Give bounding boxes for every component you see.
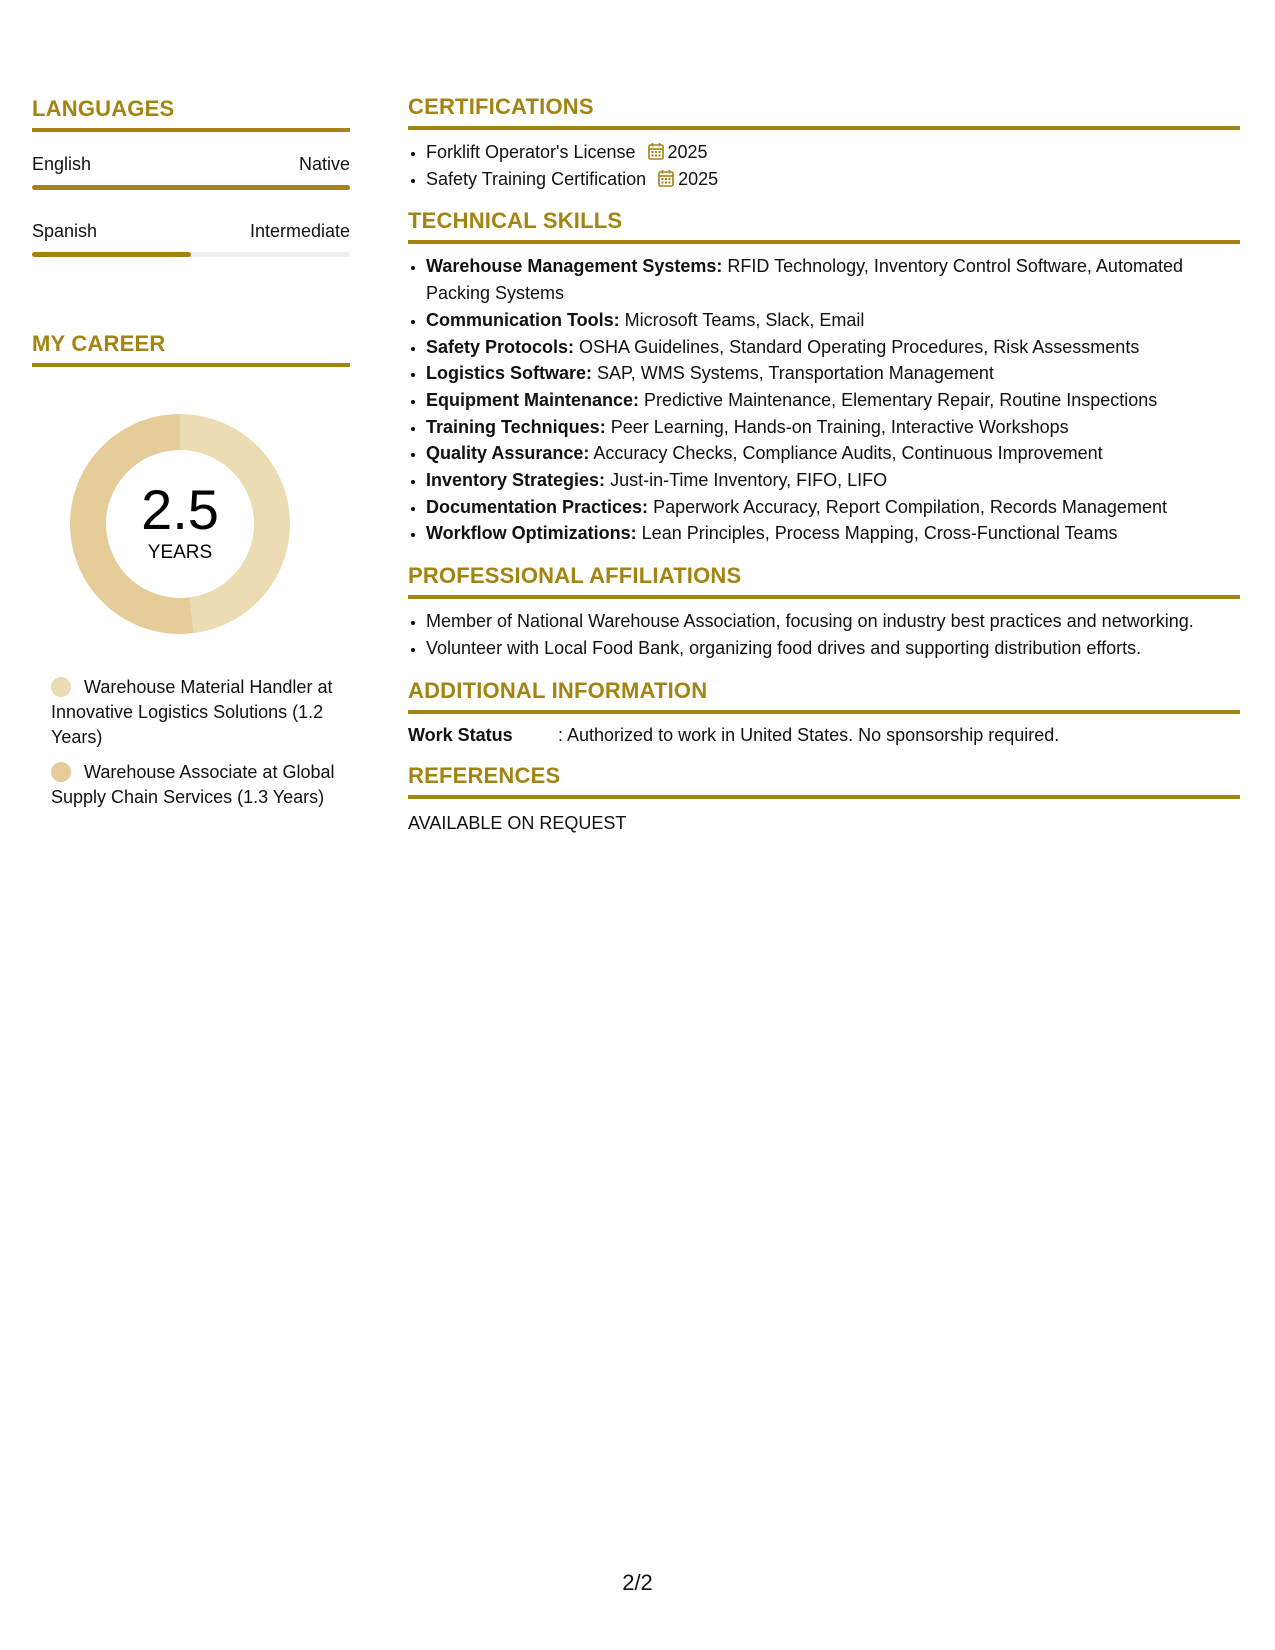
page-number: 2/2 [622,1570,653,1595]
skill-category: Quality Assurance: [426,443,590,464]
affiliations-section [408,563,1240,661]
skill-values: Predictive Maintenance, Elementary Repair, Routine Inspections [639,389,1158,410]
skill-item [426,253,1240,306]
career-total-value: 2.5 [141,478,219,541]
skill-item [426,520,1240,547]
skill-item [426,494,1240,521]
skill-category: Inventory Strategies: [426,470,606,491]
language-spanish [32,220,350,257]
career-item [51,675,341,750]
affiliations-heading: PROFESSIONAL AFFILIATIONS [408,563,1240,599]
certification-name: Safety Training Certification [426,168,647,189]
language-level: Native [298,154,350,174]
skill-category: Communication Tools: [426,309,620,330]
work-status-row [408,723,1240,747]
skill-category: Safety Protocols: [426,336,575,357]
career-item-label: Warehouse Material Handler at Innovative Logistics Solutions (1.2 Years) [51,677,333,747]
skill-item [426,307,1240,334]
language-proficiency-fill [32,185,350,190]
skill-category: Workflow Optimizations: [426,523,637,544]
skill-category: Equipment Maintenance: [426,389,640,410]
skill-values: Microsoft Teams, Slack, Email [619,309,865,330]
certification-item [426,166,1240,193]
skill-item [426,334,1240,361]
language-proficiency-bar [32,252,350,257]
skill-values: SAP, WMS Systems, Transportation Management [592,363,994,384]
right-column [408,94,1240,851]
left-column [32,96,350,820]
skill-item [426,387,1240,414]
calendar-icon [648,142,664,160]
language-level: Intermediate [249,221,350,241]
career-item-label: Warehouse Associate at Global Supply Chain Services (1.3 Years) [51,762,335,807]
certification-name: Forklift Operator's License [426,142,636,162]
language-english [32,153,350,190]
skill-item [426,414,1240,441]
skill-values: OSHA Guidelines, Standard Operating Procedures, Risk Assessments [574,336,1140,357]
skill-values: Accuracy Checks, Compliance Audits, Continuous Improvement [589,443,1103,464]
skill-item [426,467,1240,494]
language-proficiency-fill [32,252,191,257]
career-donut-chart [65,409,295,639]
technical-skills-list [408,253,1240,547]
references-section [408,763,1240,835]
language-proficiency-bar [32,185,350,190]
skill-category: Warehouse Management Systems: [426,256,723,277]
legend-dot [51,677,71,697]
calendar-icon [658,169,674,187]
skill-category: Documentation Practices: [426,496,649,517]
skill-values: Paperwork Accuracy, Report Compilation, Records Management [648,496,1167,517]
language-name: English [32,154,92,174]
legend-dot [51,762,71,782]
certifications-heading: CERTIFICATIONS [408,94,1240,130]
additional-info-heading: ADDITIONAL INFORMATION [408,678,1240,714]
career-item [51,760,341,810]
career-heading: MY CAREER [32,331,350,367]
certification-item [426,139,1240,166]
certifications-list [408,139,1240,192]
affiliation-item: • Volunteer with Local Food Bank, organizing food drives and supporting distribution efforts. [426,635,1240,662]
references-text: AVAILABLE ON REQUEST [408,812,627,833]
career-total-unit: YEARS [147,542,213,563]
certification-year: 2025 [678,168,719,189]
skill-values: Peer Learning, Hands-on Training, Interactive Workshops [605,416,1069,437]
technical-skills-heading: TECHNICAL SKILLS [408,208,1240,244]
language-name: Spanish [32,221,98,241]
work-status-label: Work Status [408,724,513,745]
work-status-value: : Authorized to work in United States. No sponsorship required. [558,724,1060,745]
additional-info-section [408,678,1240,747]
languages-heading: LANGUAGES [32,96,350,132]
references-heading: REFERENCES [408,763,1240,799]
skill-item [426,360,1240,387]
skill-category: Logistics Software: [426,363,593,384]
career-total [65,478,295,565]
career-legend [51,675,341,810]
skill-category: Training Techniques: [426,416,606,437]
technical-skills-section [408,208,1240,547]
skill-values: Just-in-Time Inventory, FIFO, LIFO [605,470,888,491]
affiliation-item: • Member of National Warehouse Association, focusing on industry best practices and networking. [426,608,1240,635]
skill-item [426,440,1240,467]
certification-year: 2025 [667,142,708,162]
skill-values: Lean Principles, Process Mapping, Cross-Functional Teams [636,523,1118,544]
skill-values: RFID Technology, Inventory Control Software, Automated Packing Systems [426,256,1183,304]
affiliations-list [408,608,1240,661]
certifications-section [408,94,1240,192]
